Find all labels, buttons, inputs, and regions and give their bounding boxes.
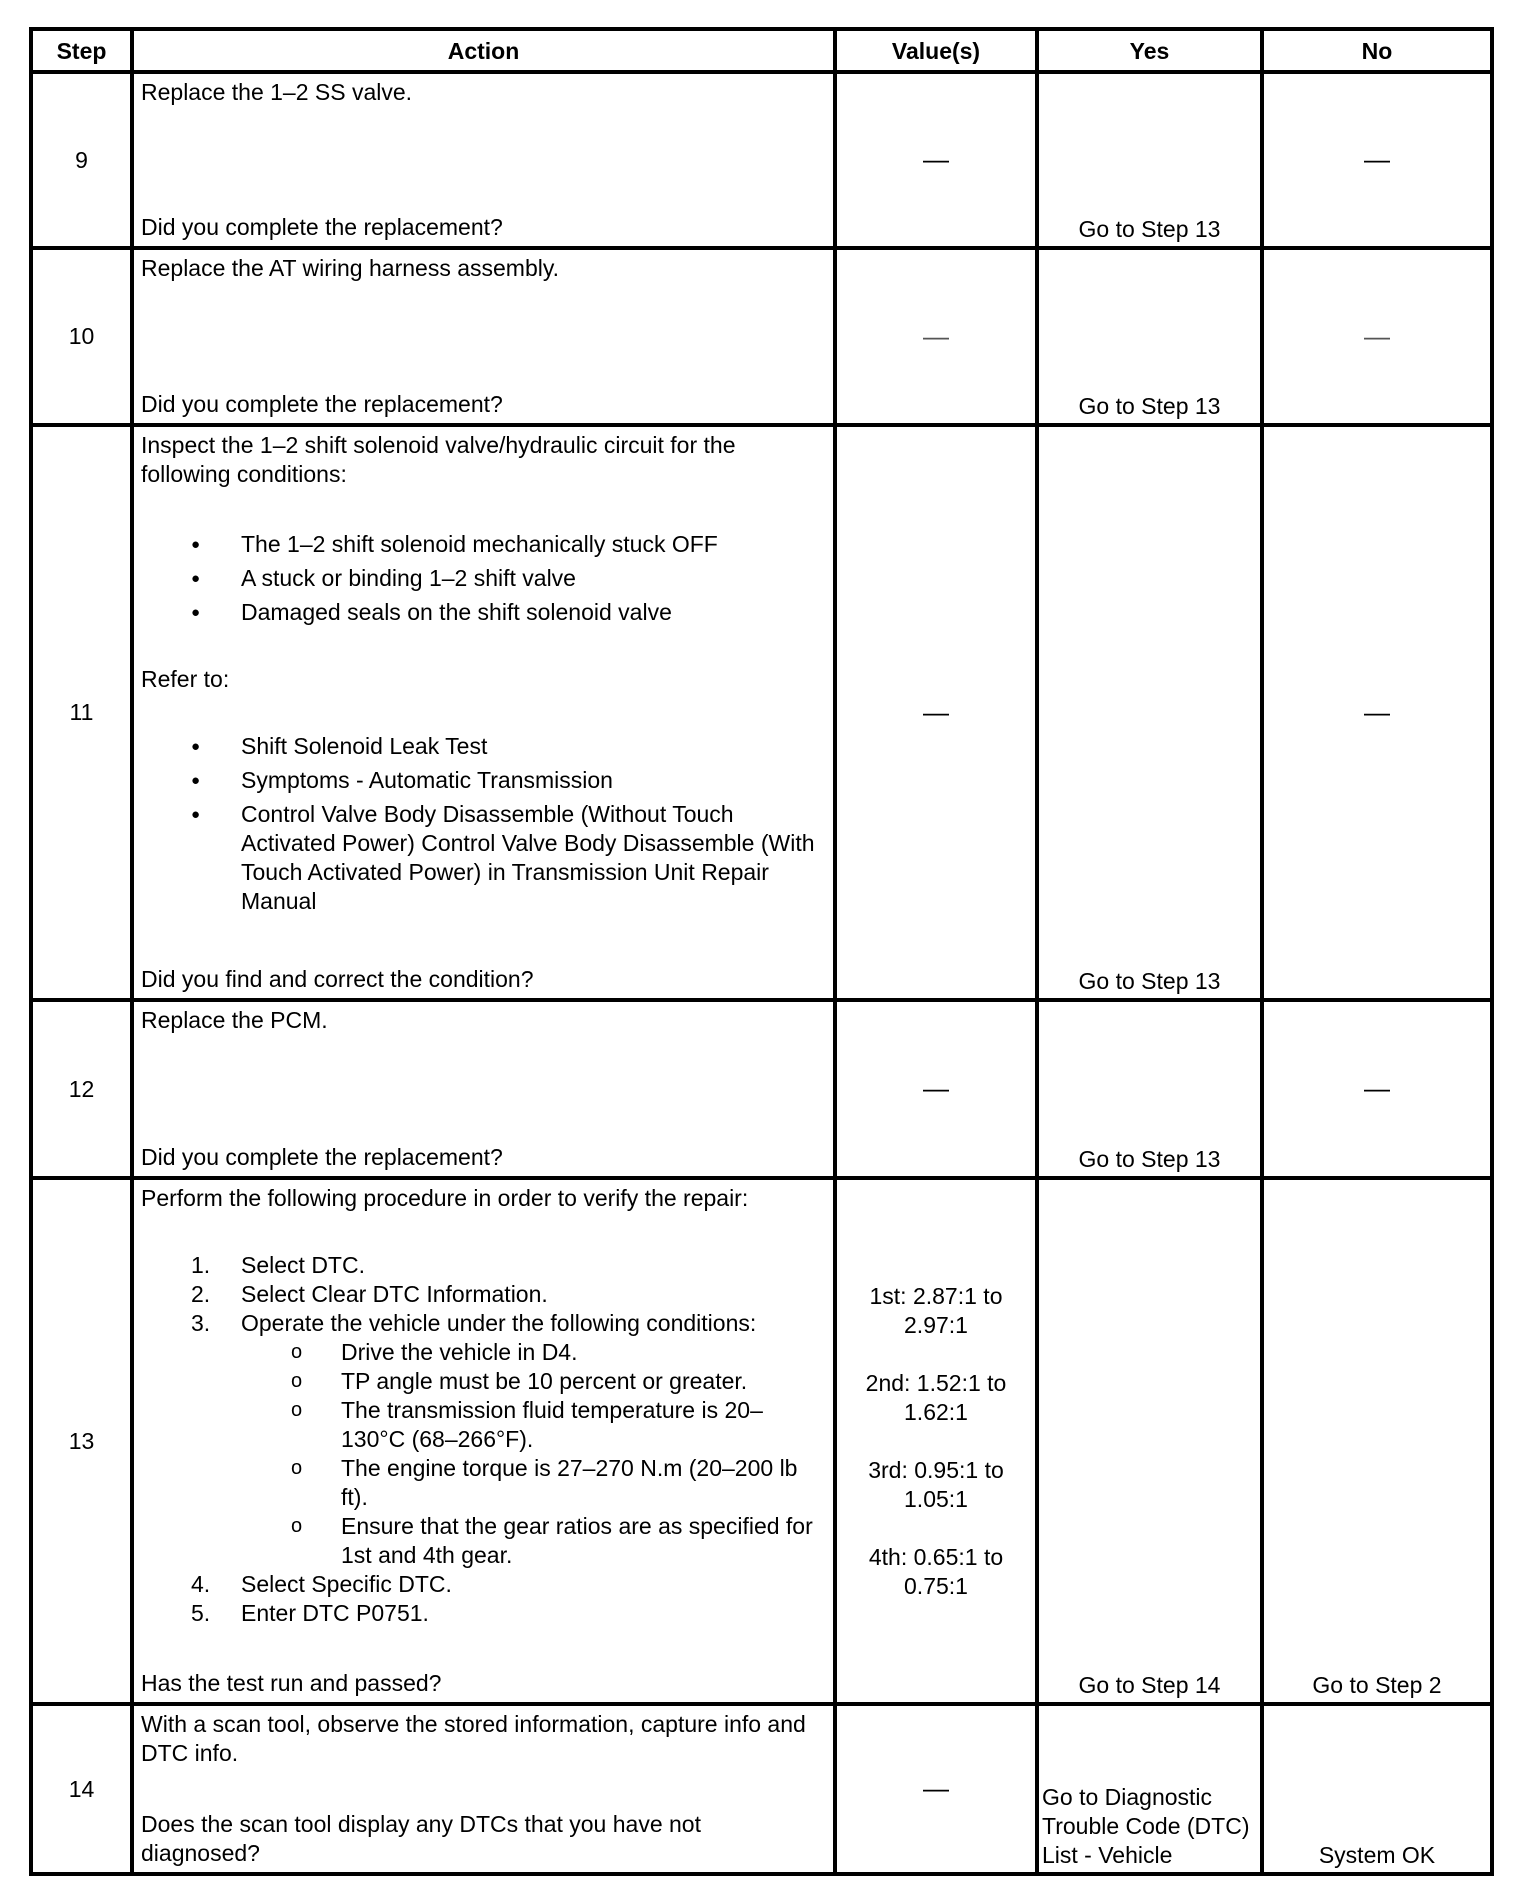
list-item: [141, 1570, 826, 1599]
step-number: 9: [31, 72, 132, 248]
no-dash: —: [1364, 696, 1390, 727]
value-cell: [835, 425, 1037, 1000]
gear-ratio-values: [857, 1282, 1015, 1601]
list-item: [141, 1251, 826, 1280]
value-dash: —: [923, 696, 949, 727]
action-cell: [132, 1704, 835, 1874]
list-item: o The transmission fluid temperature is 20–130°C (68–266°F).: [241, 1396, 826, 1454]
table-row-step-12: [31, 1000, 1492, 1178]
step-number: 12: [31, 1000, 132, 1178]
action-question: Did you complete the replacement?: [141, 214, 503, 240]
value-cell: [835, 1000, 1037, 1178]
table-row-step-9: [31, 72, 1492, 248]
gear-ratio-2nd: 2nd: 1.52:1 to 1.62:1: [865, 1369, 1007, 1425]
action-cell: [132, 425, 835, 1000]
list-item: o Ensure that the gear ratios are as specified for 1st and 4th gear.: [241, 1512, 826, 1570]
no-dash: —: [1364, 320, 1390, 351]
list-item: ● Shift Solenoid Leak Test: [141, 732, 826, 761]
action-text: Replace the PCM.: [141, 1007, 328, 1033]
list-item: [141, 1309, 826, 1570]
gear-ratio-1st: 1st: 2.87:1 to 2.97:1: [869, 1282, 1003, 1338]
yes-cell: Go to Step 13: [1037, 425, 1262, 1000]
step-number: 13: [31, 1178, 132, 1704]
list-item: ● Damaged seals on the shift solenoid valve: [141, 598, 826, 627]
list-item: o TP angle must be 10 percent or greater.: [241, 1367, 826, 1396]
value-dash: —: [923, 144, 949, 174]
list-item: ● Symptoms - Automatic Transmission: [141, 766, 826, 795]
no-cell: [1262, 1000, 1492, 1178]
no-cell: System OK: [1262, 1704, 1492, 1874]
action-question: Does the scan tool display any DTCs that you have not diagnosed?: [141, 1811, 701, 1866]
step-number: 14: [31, 1704, 132, 1874]
value-cell: [835, 72, 1037, 248]
action-text: Replace the AT wiring harness assembly.: [141, 255, 560, 281]
step-text: Select DTC.: [241, 1252, 365, 1278]
step-number: 10: [31, 248, 132, 425]
header-no: No: [1262, 29, 1492, 72]
step-text: Operate the vehicle under the following conditions:: [241, 1310, 757, 1336]
action-question: Did you find and correct the condition?: [141, 966, 534, 992]
list-item: o The engine torque is 27–270 N.m (20–200 lb ft).: [241, 1454, 826, 1512]
table-row-step-11: [31, 425, 1492, 1000]
action-question: Did you complete the replacement?: [141, 1144, 503, 1170]
yes-cell: Go to Step 13: [1037, 248, 1262, 425]
value-cell: [835, 248, 1037, 425]
header-values: Value(s): [835, 29, 1037, 72]
no-cell: Go to Step 2: [1262, 1178, 1492, 1704]
step-text: Select Specific DTC.: [241, 1571, 452, 1597]
list-item: ● Control Valve Body Disassemble (Without Touch Activated Power) Control Valve Body Disassemble (With Touch Activated Power) in Transmission Unit Repair Manual: [141, 800, 826, 916]
list-item: [141, 1599, 826, 1628]
header-action: Action: [132, 29, 835, 72]
action-intro: Perform the following procedure in order to verify the repair:: [141, 1185, 749, 1211]
action-question: Did you complete the replacement?: [141, 391, 503, 417]
table-row-step-10: [31, 248, 1492, 425]
no-cell: [1262, 248, 1492, 425]
value-dash: —: [923, 320, 949, 351]
action-question: Has the test run and passed?: [141, 1670, 442, 1696]
step-index: 5.: [191, 1600, 211, 1626]
yes-cell: Go to Step 13: [1037, 1000, 1262, 1178]
no-dash: —: [1364, 144, 1390, 174]
diagnostic-table: [29, 27, 1494, 1876]
value-dash: —: [923, 1073, 949, 1103]
yes-cell: Go to Step 14: [1037, 1178, 1262, 1704]
yes-cell: Go to Diagnostic Trouble Code (DTC) List - Vehicle: [1037, 1704, 1262, 1874]
action-cell: [132, 248, 835, 425]
no-cell: [1262, 425, 1492, 1000]
action-cell: [132, 72, 835, 248]
yes-cell: Go to Step 13: [1037, 72, 1262, 248]
action-intro: Inspect the 1–2 shift solenoid valve/hydraulic circuit for the following conditions:: [141, 432, 736, 487]
no-cell: [1262, 72, 1492, 248]
procedure-list: [141, 1251, 826, 1628]
table-row-step-14: [31, 1704, 1492, 1874]
table-row-step-13: [31, 1178, 1492, 1704]
no-dash: —: [1364, 1073, 1390, 1103]
condition-sublist: [241, 1338, 826, 1570]
step-index: 4.: [191, 1571, 211, 1597]
list-item: o Drive the vehicle in D4.: [241, 1338, 826, 1367]
action-text: With a scan tool, observe the stored information, capture info and DTC info.: [141, 1711, 806, 1766]
value-cell: [835, 1178, 1037, 1704]
refer-label: Refer to:: [141, 666, 230, 692]
list-item: ● A stuck or binding 1–2 shift valve: [141, 564, 826, 593]
header-step: Step: [31, 29, 132, 72]
step-text: Select Clear DTC Information.: [241, 1281, 548, 1307]
step-text: Enter DTC P0751.: [241, 1600, 429, 1626]
value-dash: —: [923, 1773, 949, 1803]
step-number: 11: [31, 425, 132, 1000]
reference-list: [141, 732, 826, 916]
header-yes: Yes: [1037, 29, 1262, 72]
step-index: 3.: [191, 1310, 211, 1336]
header-row: [31, 29, 1492, 72]
action-cell: [132, 1000, 835, 1178]
action-text: Replace the 1–2 SS valve.: [141, 79, 413, 105]
step-index: 2.: [191, 1281, 211, 1307]
diagnostic-table-wrapper: [29, 27, 1494, 1876]
list-item: ● The 1–2 shift solenoid mechanically stuck OFF: [141, 530, 826, 559]
action-cell: [132, 1178, 835, 1704]
list-item: [141, 1280, 826, 1309]
step-index: 1.: [191, 1252, 211, 1278]
gear-ratio-3rd: 3rd: 0.95:1 to 1.05:1: [868, 1456, 1004, 1512]
value-cell: [835, 1704, 1037, 1874]
gear-ratio-4th: 4th: 0.65:1 to 0.75:1: [868, 1543, 1004, 1599]
condition-list: [141, 530, 826, 627]
